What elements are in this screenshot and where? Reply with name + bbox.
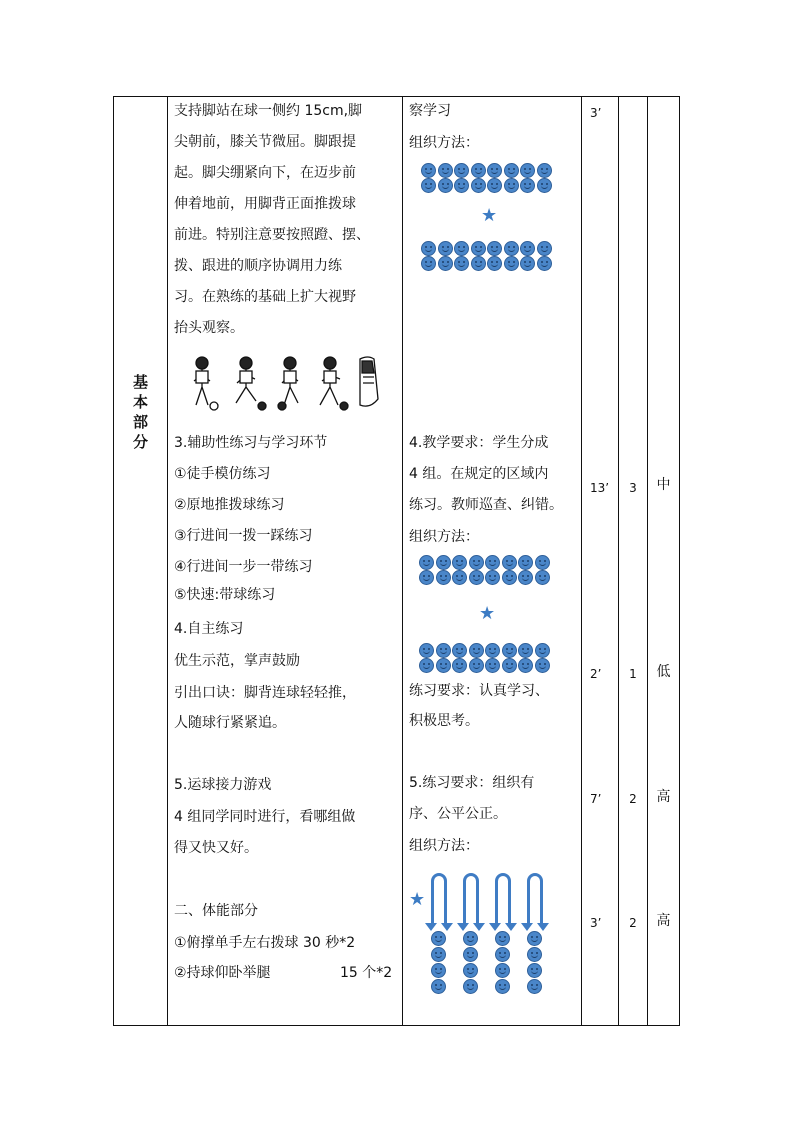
student-icon: [527, 931, 542, 946]
student-icon: [463, 931, 478, 946]
student-icon: [452, 658, 467, 673]
student-icon: [495, 979, 510, 994]
student-icon: [419, 570, 434, 585]
student-icon: [520, 178, 535, 193]
student-icon: [487, 241, 502, 256]
org-method-label: 组织方法：: [409, 838, 479, 854]
student-icon: [463, 963, 478, 978]
student-icon: [452, 570, 467, 585]
org-req-line: 4 组。在规定的区域内: [409, 466, 549, 482]
aux-item: ③行进间一拨一踩练习: [174, 528, 313, 544]
time-value: 2’: [590, 667, 602, 681]
student-icon: [487, 256, 502, 271]
student-icon: [431, 947, 446, 962]
practice-req-line: 练习要求：认真学习、: [409, 683, 549, 699]
student-icon: [527, 947, 542, 962]
content-line: 起。脚尖绷紧向下，在迈步前: [174, 165, 356, 181]
section-label-char: 基: [132, 373, 148, 391]
student-icon: [452, 643, 467, 658]
section-label-char: 分: [132, 433, 148, 451]
content-line: 尖朝前，膝关节微屈。脚跟提: [174, 134, 356, 150]
student-icon: [421, 256, 436, 271]
student-icon: [421, 178, 436, 193]
lesson-plan-table: [113, 96, 680, 1026]
student-icon: [469, 643, 484, 658]
student-icon: [535, 643, 550, 658]
student-icon: [535, 658, 550, 673]
aux-item: ④行进间一步一带练习: [174, 559, 313, 575]
student-icon: [431, 931, 446, 946]
student-icon: [471, 163, 486, 178]
student-icon: [502, 570, 517, 585]
org-method-label: 组织方法：: [409, 135, 479, 151]
fitness-item-value: 15 个*2: [340, 965, 393, 981]
student-icon: [537, 178, 552, 193]
aux-item: ②原地推拨球练习: [174, 497, 285, 513]
student-icon: [419, 643, 434, 658]
fitness-item: ①俯撑单手左右拨球 30 秒*2: [174, 935, 356, 951]
student-icon: [469, 570, 484, 585]
intensity-value: 高: [656, 913, 671, 929]
student-icon: [431, 963, 446, 978]
org-method-label: 组织方法：: [409, 529, 479, 545]
student-icon: [436, 555, 451, 570]
section-label-char: 本: [132, 393, 148, 411]
student-icon: [535, 555, 550, 570]
time-cell: [582, 97, 619, 1026]
game-line: 得又快又好。: [174, 840, 258, 856]
intensity-value: 低: [656, 664, 671, 680]
self-practice-line: 优生示范，掌声鼓励: [174, 653, 300, 669]
aux-item: ⑤快速:带球练习: [174, 587, 276, 603]
student-icon: [527, 963, 542, 978]
student-icon: [485, 643, 500, 658]
student-icon: [454, 163, 469, 178]
student-icon: [438, 256, 453, 271]
student-icon: [518, 555, 533, 570]
self-practice-line: 引出口诀：脚背连球轻轻推，: [174, 685, 356, 701]
student-icon: [485, 555, 500, 570]
aux-title: 3.辅助性练习与学习环节: [174, 435, 328, 451]
section-label-char: 部: [132, 413, 148, 431]
content-line: 拨、跟进的顺序协调用力练: [174, 258, 342, 274]
count-cell: [619, 97, 648, 1026]
count-value: 2: [629, 916, 637, 930]
req5-line: 序、公平公正。: [409, 806, 507, 822]
teacher-star-icon: ★: [479, 603, 496, 624]
student-icon: [520, 241, 535, 256]
content-line: 习。在熟练的基础上扩大视野: [174, 289, 356, 305]
intensity-value: 高: [656, 789, 671, 805]
fitness-item: ②持球仰卧举腿: [174, 965, 271, 981]
intensity-value: 中: [656, 477, 671, 493]
student-icon: [487, 163, 502, 178]
student-icon: [454, 256, 469, 271]
dribbling-illustration: [186, 353, 386, 413]
content-line: 抬头观察。: [174, 320, 244, 336]
student-icon: [504, 163, 519, 178]
content-cell: [168, 97, 403, 1026]
student-icon: [454, 241, 469, 256]
student-icon: [471, 256, 486, 271]
student-icon: [502, 643, 517, 658]
game-line: 4 组同学同时进行，看哪组做: [174, 809, 356, 825]
student-icon: [504, 256, 519, 271]
student-icon: [495, 931, 510, 946]
student-icon: [436, 658, 451, 673]
self-practice-line: 人随球行紧紧追。: [174, 715, 286, 731]
student-icon: [431, 979, 446, 994]
student-icon: [495, 947, 510, 962]
student-icon: [518, 643, 533, 658]
content-line: 支持脚站在球一侧约 15cm,脚: [174, 103, 363, 119]
student-icon: [463, 947, 478, 962]
student-icon: [421, 241, 436, 256]
student-icon: [537, 241, 552, 256]
u-turn-arrow-icon: [527, 873, 543, 923]
fitness-title: 二、体能部分: [174, 903, 258, 919]
student-icon: [537, 163, 552, 178]
u-turn-arrow-icon: [463, 873, 479, 923]
student-icon: [421, 163, 436, 178]
student-icon: [471, 241, 486, 256]
student-icon: [436, 570, 451, 585]
student-icon: [419, 555, 434, 570]
student-icon: [454, 178, 469, 193]
student-icon: [495, 963, 510, 978]
count-value: 2: [629, 792, 637, 806]
time-value: 7’: [590, 792, 602, 806]
student-icon: [436, 643, 451, 658]
practice-req-line: 积极思考。: [409, 713, 479, 729]
student-icon: [469, 555, 484, 570]
student-icon: [518, 570, 533, 585]
student-icon: [463, 979, 478, 994]
student-icon: [485, 570, 500, 585]
student-icon: [504, 178, 519, 193]
student-icon: [518, 658, 533, 673]
req5-line: 5.练习要求：组织有: [409, 775, 535, 791]
content-line: 伸着地前，用脚背正面推拨球: [174, 196, 356, 212]
student-icon: [502, 555, 517, 570]
self-practice-title: 4.自主练习: [174, 621, 244, 637]
student-icon: [438, 178, 453, 193]
student-icon: [487, 178, 502, 193]
org-req-line: 练习。教师巡查、纠错。: [409, 497, 563, 513]
u-turn-arrow-icon: [495, 873, 511, 923]
org-line: 察学习: [409, 103, 451, 119]
u-turn-arrow-icon: [431, 873, 447, 923]
student-icon: [504, 241, 519, 256]
student-icon: [452, 555, 467, 570]
student-icon: [438, 163, 453, 178]
content-line: 前进。特别注意要按照蹬、摆、: [174, 227, 370, 243]
time-value: 3’: [590, 106, 602, 120]
section-label: [114, 372, 167, 452]
teacher-star-icon: ★: [481, 205, 498, 226]
aux-item: ①徒手模仿练习: [174, 466, 271, 482]
time-value: 3’: [590, 916, 602, 930]
section-cell: [114, 97, 168, 1026]
student-icon: [438, 241, 453, 256]
student-icon: [520, 163, 535, 178]
teacher-star-icon: ★: [409, 889, 426, 910]
student-icon: [520, 256, 535, 271]
student-icon: [502, 658, 517, 673]
count-value: 1: [629, 667, 637, 681]
student-icon: [471, 178, 486, 193]
count-value: 3: [629, 481, 637, 495]
student-icon: [535, 570, 550, 585]
student-icon: [485, 658, 500, 673]
student-icon: [527, 979, 542, 994]
intensity-cell: [648, 97, 680, 1026]
organization-cell: [403, 97, 582, 1026]
student-icon: [537, 256, 552, 271]
student-icon: [469, 658, 484, 673]
game-title: 5.运球接力游戏: [174, 777, 272, 793]
time-value: 13’: [590, 481, 610, 495]
org-req-line: 4.教学要求：学生分成: [409, 435, 549, 451]
student-icon: [419, 658, 434, 673]
